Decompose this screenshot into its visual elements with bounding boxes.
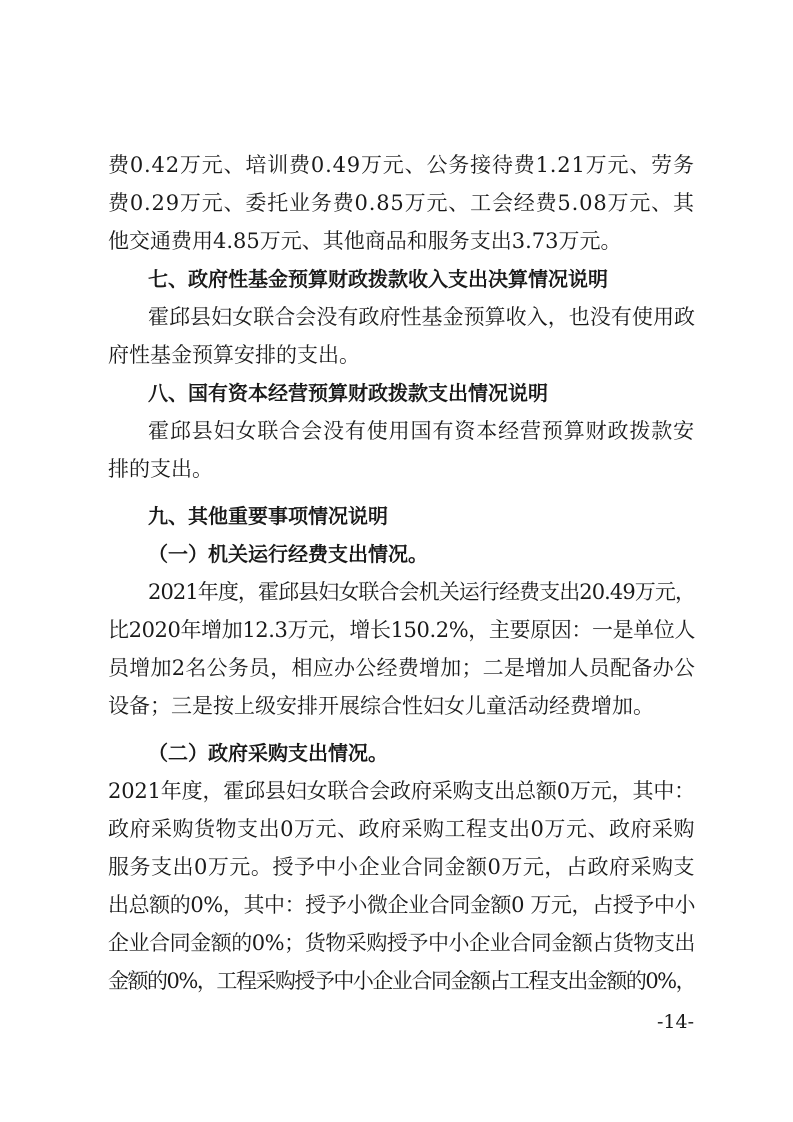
line-text: 排的支出。 — [108, 457, 213, 481]
text-line — [108, 687, 696, 725]
line-text: 比2020年增加12.3万元，增长150.2%，主要原因：一是单位人 — [108, 618, 696, 642]
page-number: -14- — [656, 1011, 694, 1033]
line-text: 费0.42万元、培训费0.49万元、公务接待费1.21万元、劳务 — [108, 153, 695, 177]
line-text: 七、政府性基金预算财政拨款收入支出决算情况说明 — [148, 267, 608, 291]
section-heading — [108, 734, 696, 772]
line-text: 2021年度，霍邱县妇女联合会政府采购支出总额0万元，其中： — [108, 779, 696, 803]
text-line — [108, 298, 696, 336]
text-line — [108, 924, 696, 962]
line-text: （一）机关运行经费支出情况。 — [148, 542, 428, 566]
line-text: 霍邱县妇女联合会没有使用国有资本经营预算财政拨款安 — [148, 419, 695, 443]
text-line — [108, 222, 696, 260]
text-line — [108, 412, 696, 450]
text-line — [108, 649, 696, 687]
section-heading — [108, 535, 696, 573]
line-text: 2021年度，霍邱县妇女联合会机关运行经费支出20.49万元， — [148, 580, 696, 604]
section-heading — [108, 497, 696, 535]
document-body — [108, 146, 696, 1034]
text-line — [108, 611, 696, 649]
line-text: 霍邱县妇女联合会没有政府性基金预算收入，也没有使用政 — [148, 305, 696, 329]
line-text: 八、国有资本经营预算财政拨款支出情况说明 — [148, 381, 548, 405]
text-line — [108, 848, 696, 886]
line-text: 府性基金预算安排的支出。 — [108, 343, 360, 367]
line-text: 他交通费用4.85万元、其他商品和服务支出3.73万元。 — [108, 229, 622, 253]
text-line — [108, 886, 696, 924]
line-text: 设备；三是按上级安排开展综合性妇女儿童活动经费增加。 — [108, 694, 654, 718]
line-text: （二）政府采购支出情况。 — [148, 741, 388, 765]
line-text: 服务支出0万元。授予中小企业合同金额0万元，占政府采购支 — [108, 855, 695, 879]
text-line — [108, 810, 696, 848]
text-line — [108, 146, 696, 184]
line-text: 员增加2名公务员，相应办公经费增加；二是增加人员配备办公 — [108, 656, 696, 680]
text-line — [108, 962, 696, 1000]
text-line — [108, 772, 696, 810]
line-text: 企业合同金额的0%；货物采购授予中小企业合同金额占货物支出 — [108, 931, 695, 955]
line-text: 政府采购货物支出0万元、政府采购工程支出0万元、政府采购 — [108, 817, 695, 841]
line-text: 金额的0%，工程采购授予中小企业合同金额占工程支出金额的0%， — [108, 969, 696, 993]
text-line — [108, 184, 696, 222]
text-line — [108, 336, 696, 374]
section-heading — [108, 260, 696, 298]
line-text: 出总额的0%，其中：授予小微企业合同金额0 万元，占授予中小 — [108, 893, 696, 917]
line-text: 费0.29万元、委托业务费0.85万元、工会经费5.08万元、其 — [108, 191, 695, 215]
line-text: 九、其他重要事项情况说明 — [148, 504, 388, 528]
text-line — [108, 450, 696, 488]
text-line — [108, 573, 696, 611]
section-heading — [108, 374, 696, 412]
